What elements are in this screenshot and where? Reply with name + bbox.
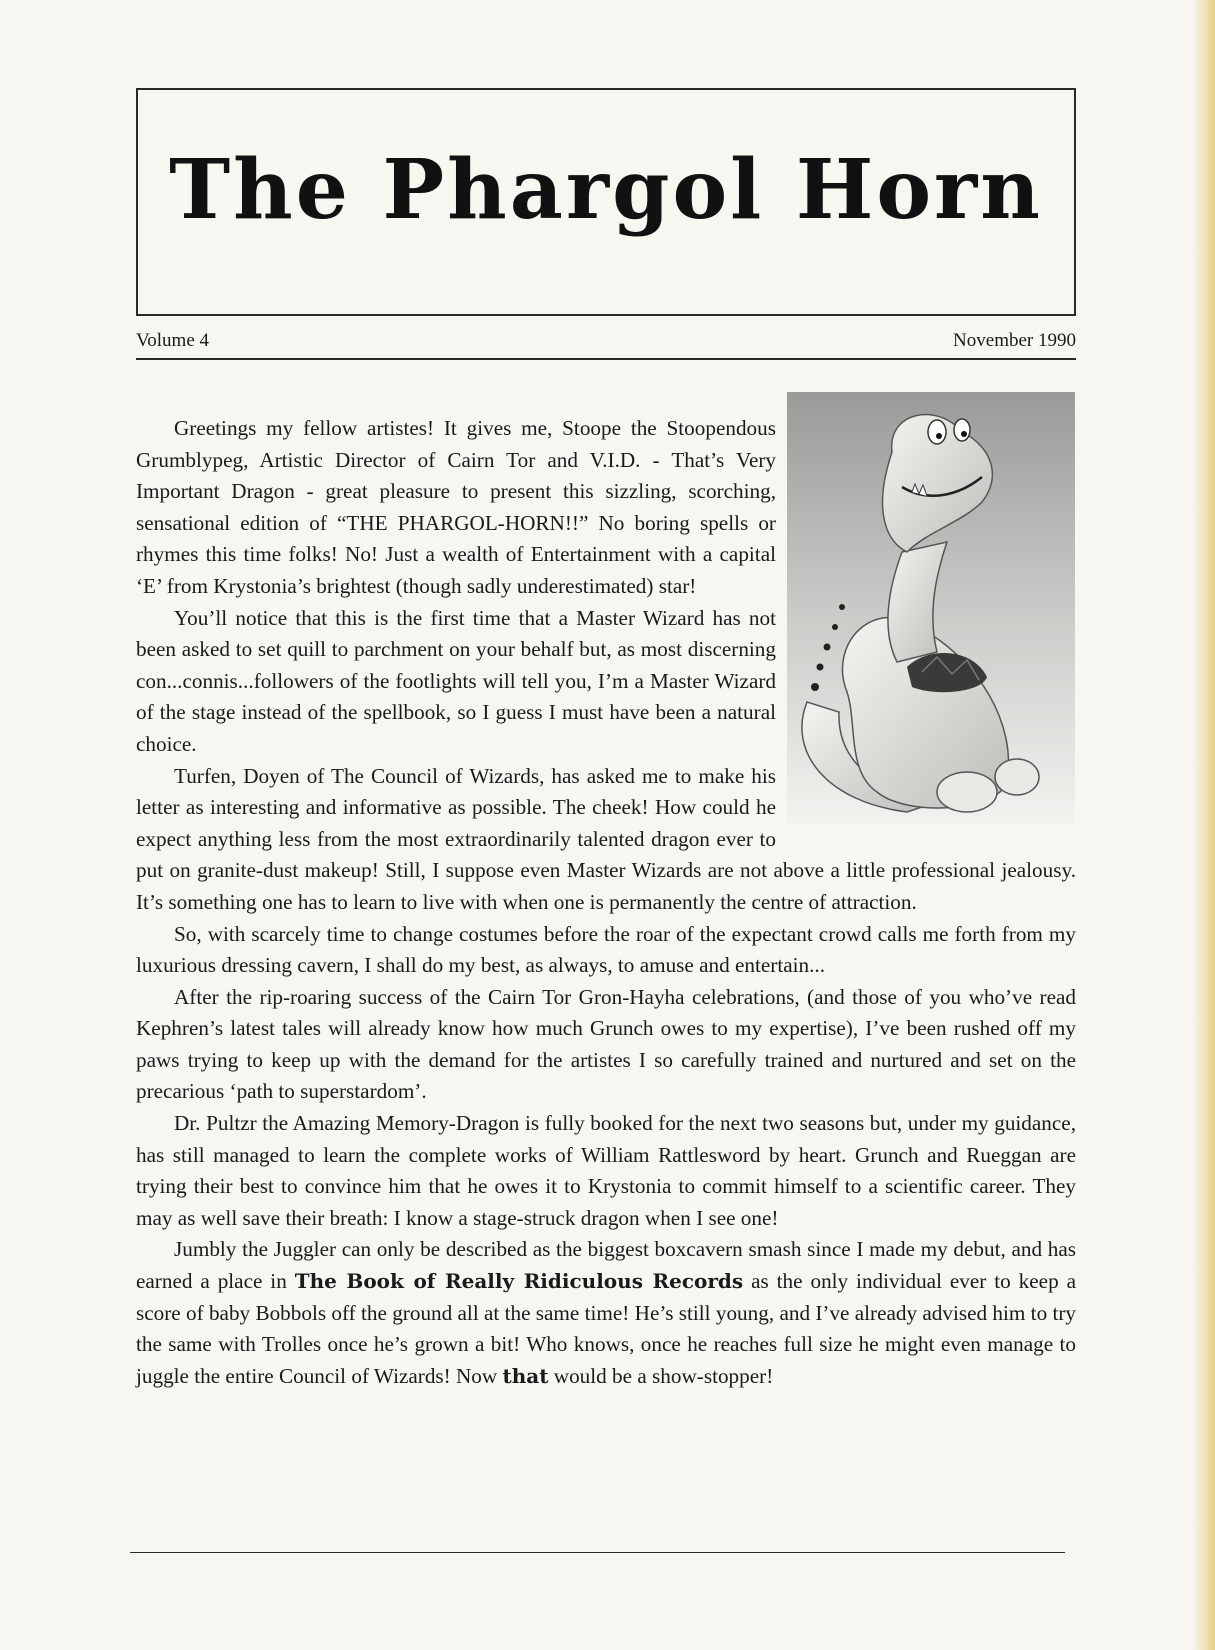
- text-run: would be a show-stopper!: [548, 1363, 774, 1388]
- emphasis: that: [502, 1363, 549, 1388]
- issue-info: [136, 330, 1076, 358]
- header-rule: [136, 358, 1076, 360]
- paragraph: Greetings my fellow artistes! It gives me, Stoope the Stoopendous Grumblypeg, Artistic Director of Cairn Tor and V.I.D. - That’s Very Important Dragon - great pleasure to present this sizzling, scorching, sensational edition of “THE PHARGOL-HORN!!” No boring spells or rhymes this time folks! No! Just a wealth of Entertainment with a capital ‘E’ from Krystonia’s brightest (though sadly underestimated) star!: [136, 416, 776, 598]
- paragraph: Turfen, Doyen of The Council of Wizards, has asked me to make his letter as interesting and informative as possible. The cheek! How could he expect anything less from the most extraordinarily talented dragon ever to put on granite-dust makeup! Still, I suppose even Master Wizards are not above a little professional jealousy. It’s something one has to learn to live with when one is permanently the centre of attraction.: [136, 763, 1076, 914]
- paragraph: You’ll notice that this is the first time that a Master Wizard has not been asked to set quill to parchment on your behalf but, as most discerning con...connis...followers of the footlights will tell you, I’m a Master Wizard of the stage instead of the spellbook, so I guess I must have been a natural choice.: [136, 605, 776, 756]
- paragraph: Dr. Pultzr the Amazing Memory-Dragon is fully booked for the next two seasons but, under my guidance, has still managed to learn the complete works of William Rattlesword by heart. Grunch and Rueggan are trying their best to convince him that he owes it to Krystonia to commit himself to a scientific career. They may as well save their breath: I know a stage-struck dragon when I see one!: [136, 1111, 1076, 1230]
- paragraph: So, with scarcely time to change costumes before the roar of the expectant crowd calls me forth from my luxurious dressing cavern, I shall do my best, as always, to amuse and entertain...: [136, 921, 1076, 978]
- photo-wrap-space: [776, 393, 1076, 833]
- paragraph-final: [136, 1234, 1076, 1392]
- masthead-title: The Phargol Horn: [169, 142, 1043, 238]
- text-run: Jumbly the Juggler can only be described as the biggest boxcavern smash since I made my debut, and has earned a place in: [136, 1237, 1076, 1294]
- page-edge-tint: [1193, 0, 1215, 1650]
- masthead-box: [136, 88, 1076, 316]
- footer-rule: [130, 1552, 1065, 1553]
- article-body: [136, 413, 1076, 1392]
- paragraph: After the rip-roaring success of the Cairn Tor Gron-Hayha celebrations, (and those of you who’ve read Kephren’s latest tales will already know how much Grunch owes to my expertise), I’ve been rushed off my paws trying to keep up with the demand for the artistes I so carefully trained and nurtured and set on the precarious ‘path to superstardom’.: [136, 984, 1076, 1104]
- book-title: The Book of Really Ridiculous Records: [294, 1269, 744, 1294]
- text-run: as the only individual ever to keep a score of baby Bobbols off the ground all at the same time! He’s still young, and I’ve already advised him to try the same with Trolles once he’s grown a bit! Who knows, once he reaches full size he might even manage to juggle the entire Council of Wizards! Now: [136, 1269, 1076, 1388]
- volume-label: Volume 4: [136, 330, 210, 351]
- issue-date: November 1990: [953, 330, 1076, 351]
